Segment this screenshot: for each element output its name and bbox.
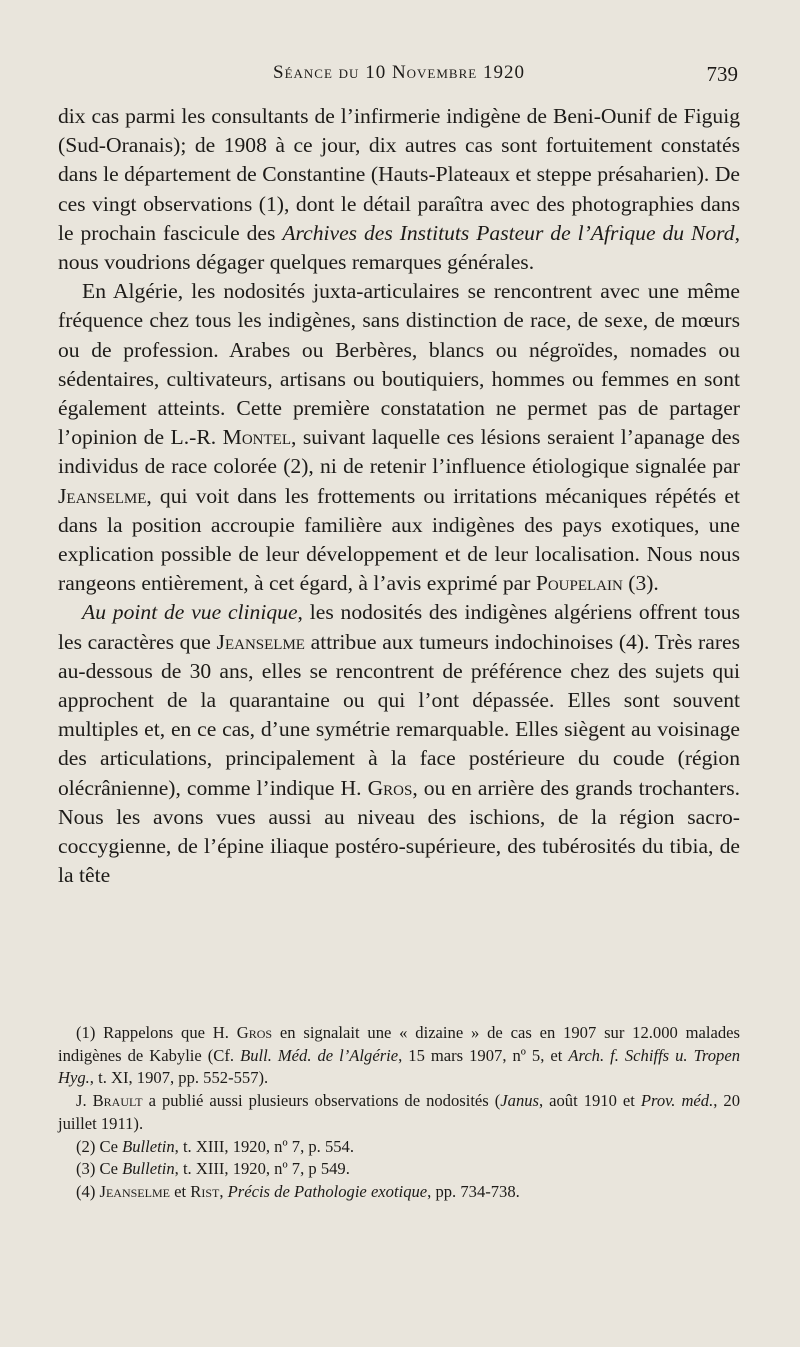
text-run: , ou en arrière des grands trochanters. Nous les avons vues aussi au niveau des ischions, de la région sacro-coccygienne, de l’épine iliaque postéro-supérieure, des tubérosités du tibia, de la tête <box>58 775 740 888</box>
text-run: (4) <box>76 1181 100 1201</box>
author-name: Jeanselme <box>99 1181 170 1201</box>
text-run: , 15 mars 1907, nº 5, et <box>398 1045 569 1065</box>
italic-run: Arch. f. Schiffs u. Tropen Hyg. <box>58 1045 740 1088</box>
footnote <box>58 1022 740 1090</box>
author-name: Rist <box>190 1181 220 1201</box>
author-name: Brault <box>92 1091 143 1111</box>
italic-run: Au point de vue clinique <box>82 600 298 625</box>
text-run: , t. XIII, 1920, nº 7, p. 554. <box>174 1136 355 1156</box>
author-name: Montel <box>222 425 291 450</box>
author-name: Gros <box>367 775 413 800</box>
italic-run: Bulletin <box>122 1136 175 1156</box>
running-title: Séance du 10 Novembre 1920 <box>273 62 525 83</box>
italic-run: Bulletin <box>122 1159 175 1179</box>
page-header <box>58 62 740 92</box>
text-run: en signalait une « dizaine » de cas en 1907 sur 12.000 malades indigènes de Kabylie (Cf. <box>58 1023 740 1065</box>
text-run: , t. XI, 1907, pp. 552-557). <box>89 1068 269 1088</box>
italic-run: Janus <box>500 1091 539 1111</box>
footnote <box>58 1090 740 1135</box>
text-run: , suivant laquelle ces lésions seraient l’apanage des individus de race colorée (2), ni de retenir l’influence étiologique signalée par <box>58 425 741 479</box>
text-run: , nous voudrions dégager quelques remarques générales. <box>58 220 740 275</box>
text-run: , pp. 734-738. <box>427 1181 520 1201</box>
text-run: , <box>219 1181 228 1201</box>
page-number: 739 <box>706 62 738 86</box>
paragraph <box>58 277 740 598</box>
footnotes <box>58 1022 740 1204</box>
text-run: J. <box>76 1091 93 1111</box>
footnote <box>58 1181 740 1204</box>
text-run: , août 1910 et <box>539 1091 641 1111</box>
text-run: dix cas parmi les consultants de l’infirmerie indigène de Beni-Ounif de Figuig (Sud-Oranais); de 1908 à ce jour, dix autres cas sont fortuitement constatés dans le département de Constantine (Hauts-Plateaux et steppe présaharien). De ces vingt observations (1), dont le détail paraîtra avec des photographies dans le prochain fascicule des <box>58 104 740 245</box>
text-run: , t. XIII, 1920, nº 7, p 549. <box>174 1159 350 1179</box>
text-run: , 20 juillet 1911). <box>58 1091 740 1133</box>
author-name: Poupelain <box>535 571 623 596</box>
author-name: Jeanselme <box>216 629 305 654</box>
body-text <box>58 102 740 890</box>
text-run: et <box>169 1181 191 1201</box>
text-run: (1) Rappelons que H. <box>76 1023 237 1042</box>
text-run: (3). <box>622 571 659 596</box>
paragraph <box>58 102 740 277</box>
footnote <box>58 1136 740 1159</box>
footnote <box>58 1158 740 1181</box>
author-name: Gros <box>236 1023 273 1042</box>
author-name: Jeanselme <box>58 483 147 508</box>
italic-run: Prov. méd. <box>640 1091 714 1111</box>
italic-run: Précis de Pathologie exotique <box>227 1181 428 1201</box>
text-run: , qui voit dans les frottements ou irritations mécaniques répétés et dans la position accroupie familière aux indigènes des pays exotiques, une explication possible de leur développement et de leur localisation. Nous nous rangeons entièrement, à cet égard, à l’avis exprimé par <box>58 483 740 596</box>
text-run: (2) Ce <box>76 1136 123 1156</box>
text-run: a publié aussi plusieurs observations de nodosités ( <box>142 1091 501 1111</box>
text-run: En Algérie, les nodosités juxta-articulaires se rencontrent avec une même fréquence chez tous les indigènes, sans distinction de race, de sexe, de mœurs ou de profession. Arabes ou Berbères, blancs ou négroïdes, nomades ou sédentaires, cultivateurs, artisans ou boutiquiers, hommes ou femmes en sont également atteints. Cette première constatation ne permet pas de partager l’opinion de L.-R. <box>58 279 740 450</box>
paragraph <box>58 598 740 890</box>
italic-run: Archives des Instituts Pasteur de l’Afrique du Nord <box>282 220 735 245</box>
text-run: (3) Ce <box>76 1159 123 1179</box>
italic-run: Bull. Méd. de l’Algérie <box>240 1045 399 1065</box>
text-run: , les nodosités des indigènes algériens offrent tous les caractères que <box>58 600 741 654</box>
text-run: attribue aux tumeurs indochinoises (4). Très rares au-dessous de 30 ans, elles se rencontrent de préférence chez des sujets qui approchent de la quarantaine ou qui l’ont dépassée. Elles sont souvent multiples et, en ce cas, d’une symétrie remarquable. Elles siègent au voisinage des articulations, principalement à la face postérieure du coude (région olécrânienne), comme l’indique H. <box>58 629 741 800</box>
